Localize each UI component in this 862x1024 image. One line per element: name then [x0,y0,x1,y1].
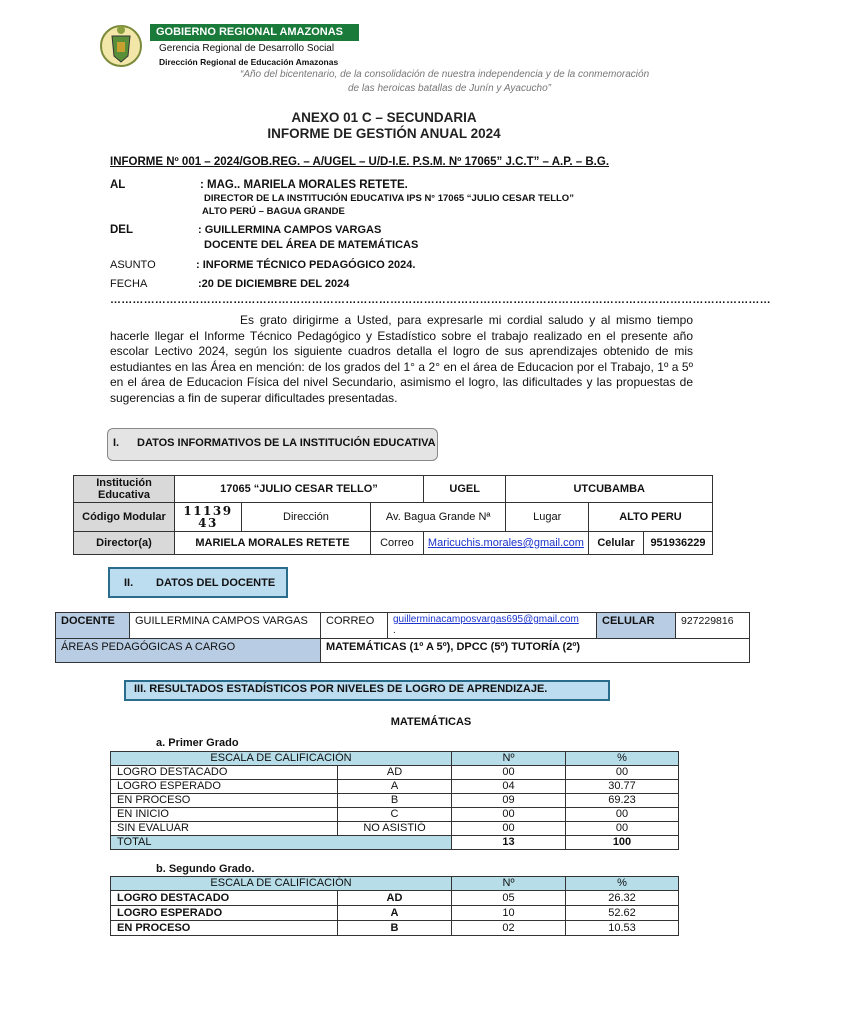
direccion-label: Dirección [241,503,370,532]
teacher-table [55,612,750,663]
row-label: LOGRO ESPERADO [111,780,338,794]
codigo-value: 1113943 [174,503,241,532]
del-sub: DOCENTE DEL ÁREA DE MATEMÁTICAS [204,239,419,251]
director-email-link[interactable]: Maricuchis.morales@gmail.com [427,537,584,549]
row-n: 10 [452,906,566,921]
del-label: DEL [110,224,133,236]
celular-label: Celular [588,532,643,555]
row-n: 00 [452,822,566,836]
total-row [111,836,679,850]
director-label: Director(a) [74,532,175,555]
asunto-value: : INFORME TÉCNICO PEDAGÓGICO 2024. [196,259,416,271]
year-motto [240,68,710,96]
row-pct: 00 [566,822,679,836]
al-sub-2: ALTO PERÚ – BAGUA GRANDE [202,206,345,217]
grade-b-head-escala: ESCALA DE CALIFICACIÓN [111,877,452,891]
regional-seal-logo [98,22,144,68]
teacher-email-link[interactable]: guillerminacamposvargas695@gmail.com [393,614,579,625]
grade-a-head-pct: % [566,752,679,766]
table-row [111,794,679,808]
row-code: AD [338,766,452,780]
areas-value: MATEMÁTICAS (1º A 5º), DPCC (5º) TUTORÍA (2º) [321,639,750,663]
section-1-number: I. [113,437,120,449]
report-reference: INFORME Nº 001 – 2024/GOB.REG. – A/UGEL – U/D-I.E. P.S.M. Nº 17065” J.C.T” – A.P. – B.G. [110,156,610,168]
table-row [111,891,679,906]
docente-value: GUILLERMINA CAMPOS VARGAS [130,613,321,639]
total-n: 13 [452,836,566,850]
institution-table [73,475,713,555]
section-1-header [107,428,438,461]
table-row [111,822,679,836]
grade-b-head-n: Nº [452,877,566,891]
row-pct: 26.32 [566,891,679,906]
subject-title: MATEMÁTICAS [390,716,472,728]
gerencia-line: Gerencia Regional de Desarrollo Social [159,43,335,54]
row-code: AD [338,891,452,906]
grade-a-head-n: Nº [452,752,566,766]
body-text: Es grato dirigirme a Usted, para expresarle mi cordial saludo y al mismo tiempo hacerle llegar el Informe Técnico Pedagógico y Estadístico sobre el trabajo realizado en el presente año escolar Lectivo 2024, según los siguiente cuadros detalla el logro de sus aprendizajes obtenido de mis estudiantes en las Área en mención: de los grados del 1° a 2° en el área de Educacion por el Trabajo, 1º a 5º en el área de Educacion Física del nivel Secundario, asimismo el logro, las dificultades y las propuestas de sugerencias a fin de superar dificultades presentadas. [110,313,693,405]
grade-b-heading: b. Segundo Grado. [156,863,255,875]
row-label: EN PROCESO [111,794,338,808]
row-pct: 69.23 [566,794,679,808]
section-2-header [108,567,288,598]
al-value: : MAG.. MARIELA MORALES RETETE. [200,179,408,191]
row-label: LOGRO DESTACADO [111,891,338,906]
table-row [111,808,679,822]
row-n: 09 [452,794,566,808]
motto-line-1: “Año del bicentenario, de la consolidación de nuestra independencia y de la conmemoración [240,69,650,80]
row-code: B [338,921,452,936]
total-pct: 100 [566,836,679,850]
docente-label: DOCENTE [56,613,130,639]
row-pct: 10.53 [566,921,679,936]
separator-dots: …………………………………………………………………………………………………………………………………………………………… [110,294,771,306]
row-label: LOGRO DESTACADO [111,766,338,780]
row-pct: 00 [566,766,679,780]
asunto-label: ASUNTO [110,259,156,271]
row-n: 04 [452,780,566,794]
row-label: EN PROCESO [111,921,338,936]
row-code: A [338,780,452,794]
section-3-header [124,680,610,701]
total-label: TOTAL [111,836,452,850]
section-1-title: DATOS INFORMATIVOS DE LA INSTITUCIÓN EDUCATIVA [137,437,436,449]
areas-label: ÁREAS PEDAGÓGICAS A CARGO [56,639,321,663]
row-pct: 30.77 [566,780,679,794]
director-value: MARIELA MORALES RETETE [174,532,370,555]
section-2-title: DATOS DEL DOCENTE [156,577,276,589]
teacher-correo-label: CORREO [321,613,388,639]
teacher-celular-label: CELULAR [597,613,676,639]
table-row [111,766,679,780]
row-n: 00 [452,766,566,780]
row-n: 02 [452,921,566,936]
celular-value: 951936229 [643,532,712,555]
grade-b-head-pct: % [566,877,679,891]
report-title: INFORME DE GESTIÓN ANUAL 2024 [267,126,501,141]
government-banner: GOBIERNO REGIONAL AMAZONAS [150,24,359,41]
body-paragraph [110,313,693,407]
row-code: A [338,906,452,921]
row-label: LOGRO ESPERADO [111,906,338,921]
teacher-celular-value: 927229816 [676,613,750,639]
grade-a-table [110,751,679,850]
fecha-value: :20 DE DICIEMBRE DEL 2024 [198,278,350,290]
al-sub-1: DIRECTOR DE LA INSTITUCIÓN EDUCATIVA IPS N° 17065 “JULIO CESAR TELLO” [204,193,574,204]
row-pct: 00 [566,808,679,822]
inst-value: 17065 “JULIO CESAR TELLO” [174,476,423,503]
ugel-value: UTCUBAMBA [506,476,713,503]
inst-label: Institución Educativa [74,476,175,503]
lugar-value: ALTO PERU [588,503,712,532]
codigo-label: Código Modular [74,503,175,532]
ugel-label: UGEL [423,476,506,503]
grade-a-heading: a. Primer Grado [156,737,239,749]
del-value: : GUILLERMINA CAMPOS VARGAS [198,224,382,236]
fecha-label: FECHA [110,278,148,290]
section-2-number: II. [124,577,134,589]
direccion-value: Av. Bagua Grande Nª [370,503,506,532]
table-row [111,921,679,936]
grade-a-head-escala: ESCALA DE CALIFICACIÓN [111,752,452,766]
table-row [111,906,679,921]
row-label: EN INICIO [111,808,338,822]
motto-line-2: de las heroicas batallas de Junín y Ayacucho” [348,83,551,94]
correo-label: Correo [370,532,423,555]
grade-b-table [110,876,679,936]
row-code: NO ASISTIÓ [338,822,452,836]
row-pct: 52.62 [566,906,679,921]
lugar-label: Lugar [506,503,589,532]
row-label: SIN EVALUAR [111,822,338,836]
al-label: AL [110,179,126,191]
annex-title: ANEXO 01 C – SECUNDARIA [291,110,477,125]
row-code: C [338,808,452,822]
row-n: 05 [452,891,566,906]
direccion-line: Dirección Regional de Educación Amazonas [159,57,339,67]
row-n: 00 [452,808,566,822]
table-row [111,780,679,794]
section-3-title: III. RESULTADOS ESTADÍSTICOS POR NIVELES DE LOGRO DE APRENDIZAJE. [134,683,548,695]
teacher-email-tail: . [393,625,396,636]
row-code: B [338,794,452,808]
